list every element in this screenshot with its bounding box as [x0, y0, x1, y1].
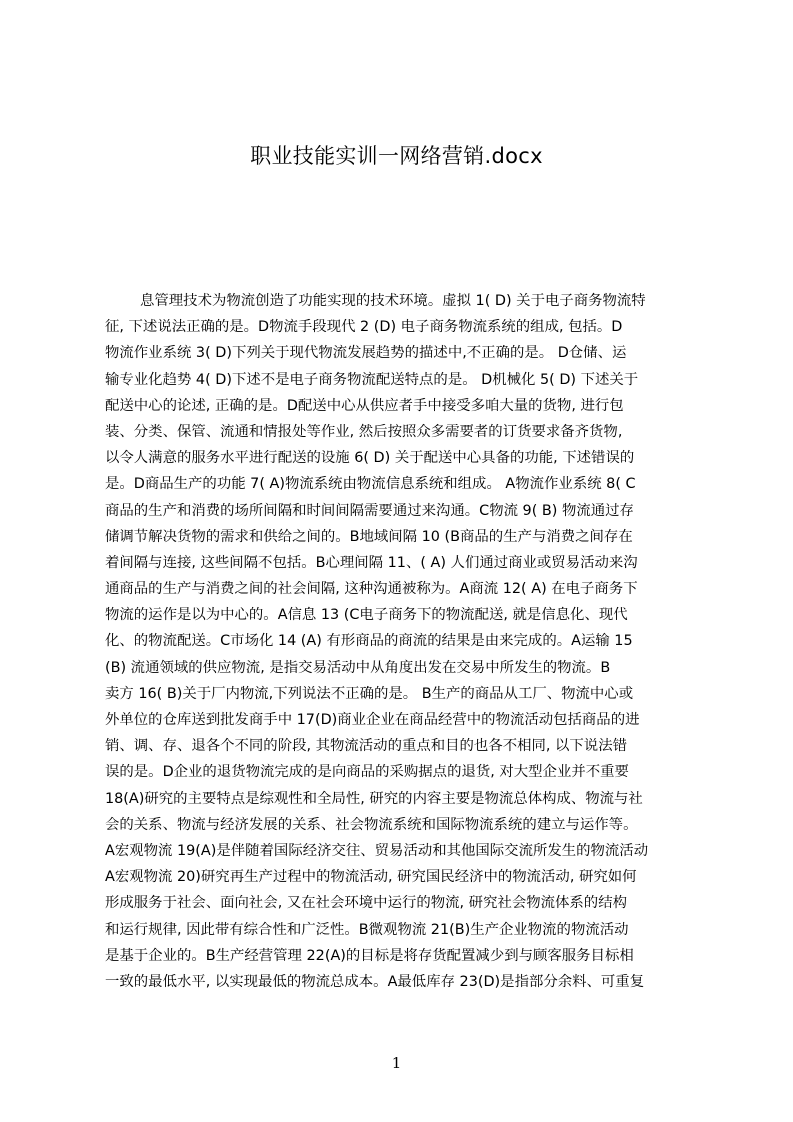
body-line: 是。D商品生产的功能 7( A)物流系统由物流信息系统和组成。 A物流作业系统 8( C: [105, 476, 636, 493]
body-line: 18(A)研究的主要特点是综观性和全局性, 研究的内容主要是物流总体构成、物流与社: [105, 790, 643, 807]
body-line: (B) 流通领域的供应物流, 是指交易活动中从角度出发在交易中所发生的物流。B: [105, 659, 611, 676]
body-line: A宏观物流 19(A)是伴随着国际经济交往、贸易活动和其他国际交流所发生的物流活动: [105, 842, 649, 859]
body-line: 商品的生产和消费的场所间隔和时间间隔需要通过来沟通。C物流 9( B) 物流通过存: [105, 502, 634, 519]
body-line: 息管理技术为物流创造了功能实现的技术环境。虚拟 1( D) 关于电子商务物流特: [140, 293, 646, 309]
body-line: 配送中心的论述, 正确的是。D配送中心从供应者手中接受多咱大量的货物, 进行包: [105, 397, 624, 414]
body-line: 物流的运作是以为中心的。A信息 13 (C电子商务下的物流配送, 就是信息化、现代: [105, 607, 628, 624]
body-line: A宏观物流 20)研究再生产过程中的物流活动, 研究国民经济中的物流活动, 研究如何: [105, 869, 637, 886]
body-line: 误的是。D企业的退货物流完成的是向商品的采购据点的退货, 对大型企业并不重要: [105, 764, 629, 781]
body-line: 征, 下述说法正确的是。D物流手段现代 2 (D) 电子商务物流系统的组成, 包括。D: [105, 319, 623, 336]
body-line: 储调节解决货物的需求和供给之间的。B地域间隔 10 (B商品的生产与消费之间存在: [105, 528, 633, 545]
body-line: 以令人满意的服务水平进行配送的设施 6( D) 关于配送中心具备的功能, 下述错误的: [105, 450, 635, 467]
body-line: 销、调、存、退各个不同的阶段, 其物流活动的重点和目的也各不相同, 以下说法错: [105, 738, 627, 755]
document-body: [105, 288, 697, 1020]
body-line: 外单位的仓库送到批发商手中 17(D)商业企业在商品经营中的物流活动包括商品的进: [105, 712, 640, 728]
body-line: 形成服务于社会、面向社会, 又在社会环境中运行的物流, 研究社会物流体系的结构: [105, 895, 627, 912]
body-line: 卖方 16( B)关于厂内物流,下列说法不正确的是。 B生产的商品从工厂、物流中心或: [105, 685, 634, 702]
body-line: 装、分类、保管、流通和情报处等作业, 然后按照众多需要者的订货要求备齐货物,: [105, 423, 623, 440]
body-line: 着间隔与连接, 这些间隔不包括。B心理间隔 11、( A) 人们通过商业或贸易活动来沟: [105, 554, 638, 571]
body-line: 一致的最低水平, 以实现最低的物流总成本。A最低库存 23(D)是指部分余料、可重复: [105, 973, 645, 990]
body-line: 是基于企业的。B生产经营管理 22(A)的目标是将存货配置减少到与顾客服务目标相: [105, 947, 634, 964]
page-number: 1: [391, 1054, 402, 1072]
body-line: 物流作业系统 3( D)下列关于现代物流发展趋势的描述中,不正确的是。 D仓储、运: [105, 345, 627, 362]
body-line: 和运行规律, 因此带有综合性和广泛性。B微观物流 21(B)生产企业物流的物流活动: [105, 921, 629, 938]
body-line: 会的关系、物流与经济发展的关系、社会物流系统和国际物流系统的建立与运作等。: [105, 816, 638, 833]
body-line: 通商品的生产与消费之间的社会间隔, 这种沟通被称为。A商流 12( A) 在电子商务下: [105, 581, 638, 598]
body-line: 化、的物流配送。C市场化 14 (A) 有形商品的商流的结果是由来完成的。A运输 15: [105, 633, 633, 650]
body-line: 输专业化趋势 4( D)下述不是电子商务物流配送特点的是。 D机械化 5( D) 下述关于: [105, 371, 639, 388]
document-title: 职业技能实训一网络营销.docx: [250, 144, 543, 168]
